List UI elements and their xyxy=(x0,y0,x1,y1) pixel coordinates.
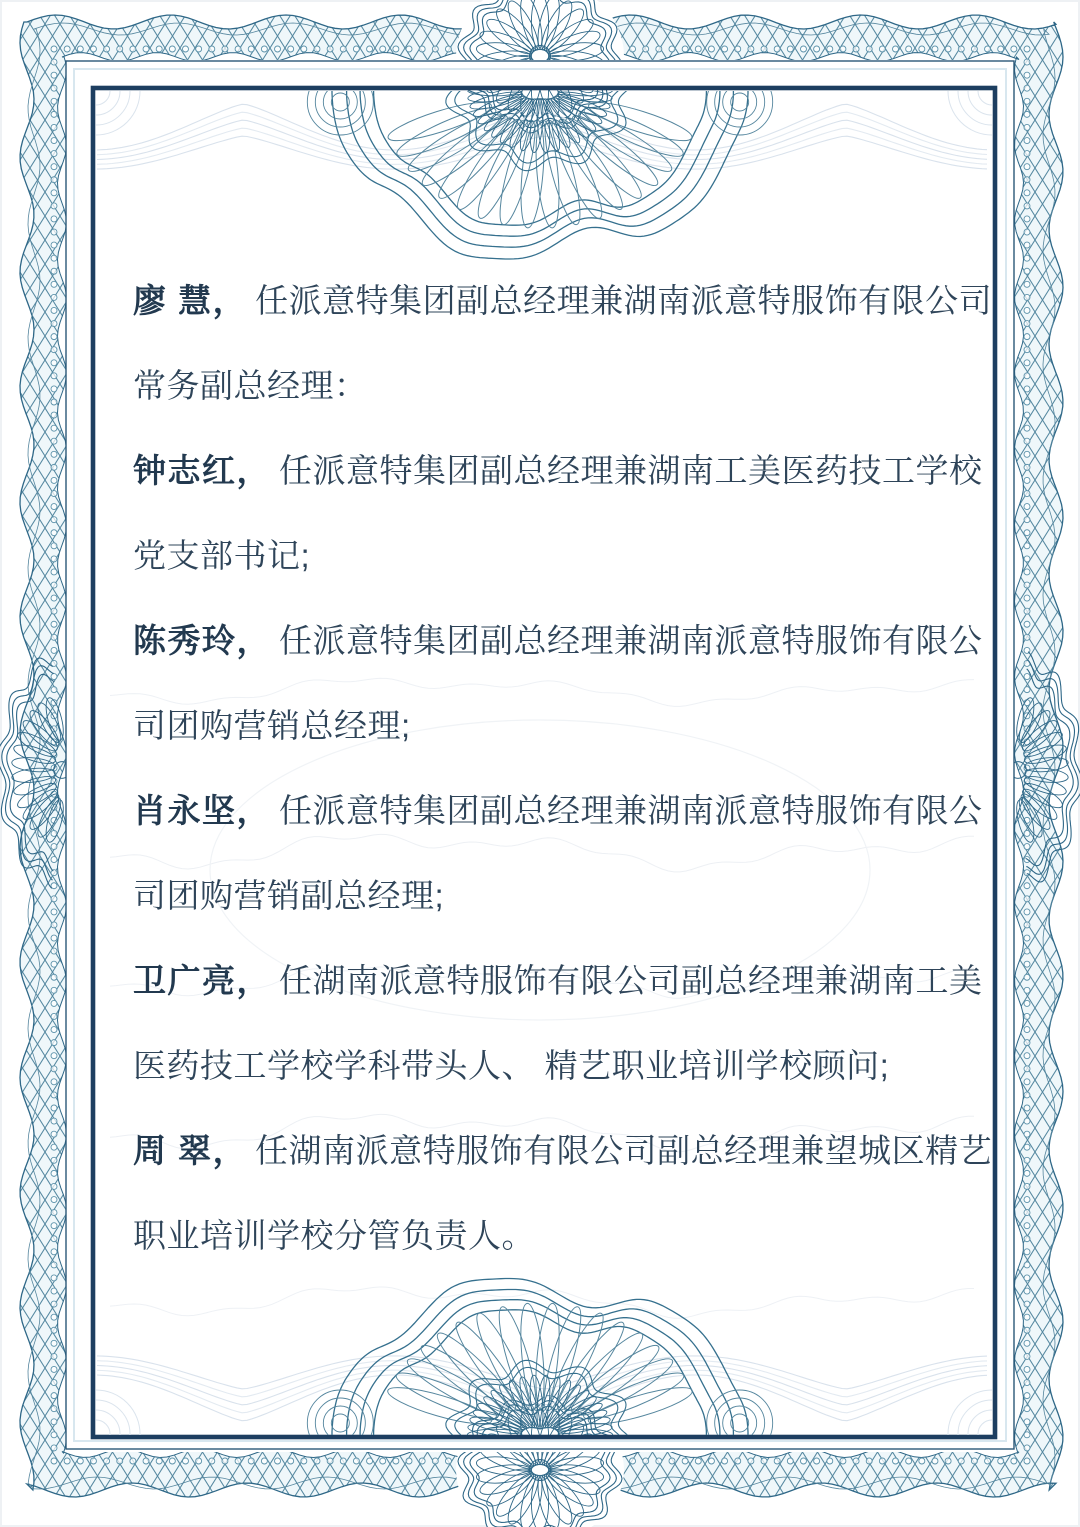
entry-line xyxy=(133,428,993,513)
entry-text: 任派意特集团副总经理兼湖南工美医药技工学校 xyxy=(279,452,983,489)
appointment-entry xyxy=(133,938,993,1108)
entry-text: 医药技工学校学科带头人、 精艺职业培训学校顾问; xyxy=(133,1047,890,1084)
appointment-entry xyxy=(133,428,993,598)
entry-text: 职业培训学校分管负责人。 xyxy=(133,1217,535,1254)
entry-text: 司团购营销总经理; xyxy=(133,707,411,744)
appointment-entry xyxy=(133,258,993,428)
entry-line xyxy=(133,938,993,1023)
entry-line xyxy=(133,258,993,343)
person-name: 钟志红， xyxy=(133,452,271,489)
entry-line xyxy=(133,1193,993,1278)
entry-text: 党支部书记; xyxy=(133,537,311,574)
entry-line xyxy=(133,1023,993,1108)
entry-line xyxy=(133,513,993,598)
person-name: 肖永坚， xyxy=(133,792,271,829)
appointment-entry xyxy=(133,598,993,768)
entry-text: 常务副总经理： xyxy=(133,367,368,404)
entry-line xyxy=(133,853,993,938)
entry-text: 任派意特集团副总经理兼湖南派意特服饰有限公 xyxy=(279,622,983,659)
appointment-entry xyxy=(133,1108,993,1278)
entry-line xyxy=(133,343,993,428)
entry-line xyxy=(133,1108,993,1193)
entry-line xyxy=(133,768,993,853)
person-name: 陈秀玲， xyxy=(133,622,271,659)
appointment-list xyxy=(133,258,993,1278)
entry-text: 司团购营销副总经理; xyxy=(133,877,445,914)
entry-line xyxy=(133,683,993,768)
entry-line xyxy=(133,598,993,683)
entry-text: 任湖南派意特服饰有限公司副总经理兼湖南工美 xyxy=(279,962,983,999)
entry-text: 任湖南派意特服饰有限公司副总经理兼望城区精艺 xyxy=(255,1132,993,1169)
person-name: 卫广亮， xyxy=(133,962,271,999)
person-name: 廖 慧， xyxy=(133,282,248,319)
appointment-entry xyxy=(133,768,993,938)
entry-text: 任派意特集团副总经理兼湖南派意特服饰有限公司 xyxy=(255,282,993,319)
person-name: 周 翠， xyxy=(133,1132,248,1169)
entry-text: 任派意特集团副总经理兼湖南派意特服饰有限公 xyxy=(279,792,983,829)
